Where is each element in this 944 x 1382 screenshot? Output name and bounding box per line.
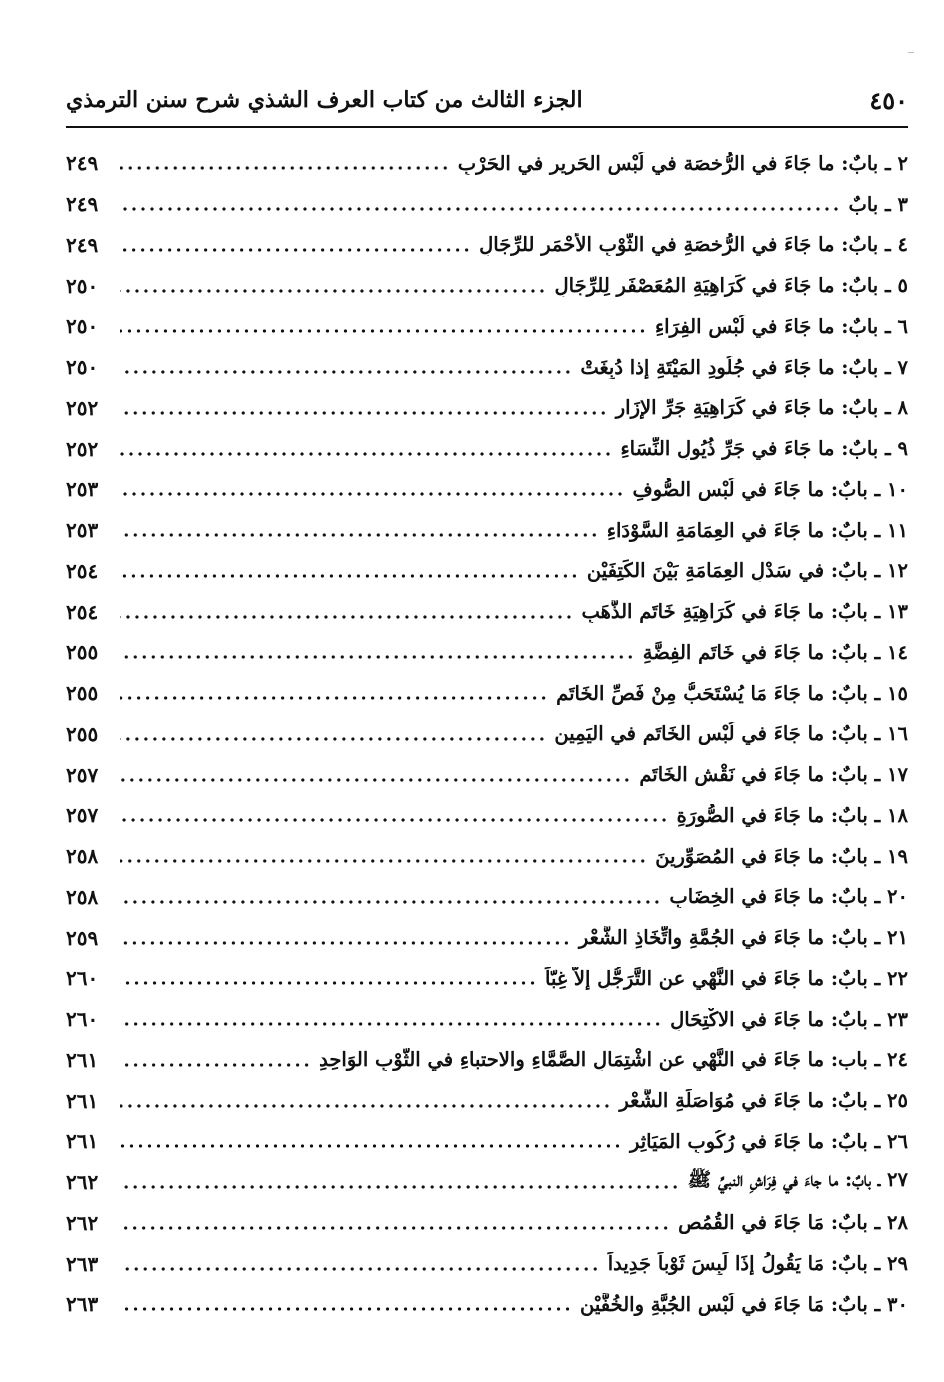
toc-entry: [66, 1284, 908, 1325]
toc-entry-page-number: ٢٦١: [66, 1047, 99, 1072]
toc-entry: [66, 1121, 908, 1162]
toc-entry: [66, 958, 908, 999]
dot-leader: [120, 1022, 662, 1026]
dot-leader: [120, 248, 471, 252]
dot-leader: [120, 778, 631, 782]
toc-entry: [66, 184, 908, 225]
toc-entry-page-number: ٢٦٠: [66, 966, 99, 991]
toc-entry: [66, 306, 908, 347]
toc-entry-title: ١٤ ـ بابٌ: ما جَاءَ في خَاتَمِ الفِضَّةِ: [642, 640, 908, 664]
toc-entry-title: ٧ ـ بابٌ: ما جَاءَ في جُلُودِ المَيْتَةِ إذا دُبِغَتْ: [580, 355, 908, 379]
toc-entry-title: ٦ ـ بابٌ: ما جَاءَ في لُبْسِ الفِرَاءِ: [654, 314, 908, 338]
toc-entry-title: ٥ ـ بابٌ: ما جَاءَ في كَرَاهِيَةِ المُعَصْفَرِ لِلرِّجَالِ: [554, 274, 908, 298]
dot-leader: [120, 574, 579, 578]
dot-leader: [120, 452, 613, 456]
toc-entry-page-number: ٢٥٣: [66, 477, 99, 502]
toc-entry: [66, 265, 908, 306]
table-of-contents: [66, 143, 908, 1325]
toc-entry: [66, 551, 908, 592]
header-rule: [66, 126, 908, 128]
toc-entry-page-number: ٢٦٣: [66, 1292, 99, 1317]
toc-entry-title: ٢٩ ـ بابٌ: مَا يَقُولُ إذَا لَبِسَ ثَوْباً جَدِيداً: [607, 1252, 908, 1276]
dot-leader: [120, 1307, 572, 1311]
toc-entry-page-number: ٢٥٩: [66, 925, 99, 950]
toc-entry: [66, 143, 908, 184]
dot-leader: [120, 329, 647, 333]
dot-leader: [120, 615, 573, 619]
toc-entry-page-number: ٢٤٩: [66, 232, 99, 257]
toc-entry: [66, 754, 908, 795]
dot-leader: [120, 941, 571, 945]
dot-leader: [120, 207, 840, 211]
toc-entry-page-number: ٢٥٠: [66, 355, 99, 380]
toc-entry: [66, 388, 908, 429]
dot-leader: [120, 1063, 311, 1067]
toc-entry-title: ١٢ ـ بابٌ: في سَدْلِ العِمَامَةِ بَيْنَ الكَتِفَيْنِ: [586, 559, 908, 583]
scan-mark: [908, 52, 914, 53]
toc-entry-page-number: ٢٥٢: [66, 395, 99, 420]
toc-entry-page-number: ٢٥٤: [66, 558, 99, 583]
dot-leader: [120, 655, 635, 659]
toc-entry-title: ٢٠ ـ بابٌ: ما جَاءَ في الخِضَابِ: [669, 885, 908, 909]
toc-entry-page-number: ٢٤٩: [66, 151, 99, 176]
dot-leader: [120, 1185, 680, 1189]
toc-entry-page-number: ٢٦٣: [66, 1251, 99, 1276]
toc-entry-title: ١٠ ـ بابٌ: ما جَاءَ في لُبْسِ الصُّوفِ: [632, 477, 908, 501]
toc-entry-title: ١٣ ـ بابٌ: ما جَاءَ في كَرَاهِيَةِ خَاتَمِ الذَّهَبِ: [581, 600, 908, 624]
toc-entry: [66, 469, 908, 510]
toc-entry-title: ٢٢ ـ بابٌ: ما جَاءَ في النَّهْيِ عن التَّرَجُّلِ إلاَّ غِبّاً: [545, 966, 908, 990]
toc-entry-page-number: ٢٤٩: [66, 192, 99, 217]
toc-entry-page-number: ٢٥٨: [66, 884, 99, 909]
toc-entry-title: ١١ ـ بابٌ: ما جَاءَ في العِمَامَةِ السَّوْدَاءِ: [606, 518, 908, 542]
toc-entry-page-number: ٢٥٨: [66, 844, 99, 869]
toc-entry-page-number: ٢٥٠: [66, 314, 99, 339]
toc-entry-title: ١٧ ـ بابٌ: ما جَاءَ في نَقْشِ الخَاتَمِ: [639, 763, 908, 787]
toc-entry: [66, 836, 908, 877]
toc-entry-title: ٣ ـ بابٌ: [848, 192, 908, 216]
dot-leader: [120, 166, 450, 170]
toc-entry: [66, 428, 908, 469]
toc-entry-page-number: ٢٦٢: [66, 1210, 99, 1235]
dot-leader: [120, 900, 661, 904]
toc-entry-title: ١٦ ـ بابٌ: ما جَاءَ في لُبْسِ الخَاتَمِ في اليَمِينِ: [554, 722, 908, 746]
toc-entry-title: ٢٦ ـ بابٌ: ما جَاءَ في رُكُوبِ المَيَاثِرِ: [629, 1129, 908, 1153]
toc-entry: [66, 1040, 908, 1081]
dot-leader: [120, 1226, 670, 1230]
toc-entry: [66, 714, 908, 755]
toc-entry-title: ٢٥ ـ بابٌ: ما جَاءَ في مُوَاصَلَةِ الشَّعْرِ: [619, 1089, 908, 1113]
toc-entry-page-number: ٢٦١: [66, 1088, 99, 1113]
toc-entry: [66, 632, 908, 673]
toc-entry-page-number: ٢٦٢: [66, 1170, 99, 1195]
toc-entry: [66, 917, 908, 958]
toc-entry-page-number: ٢٥٥: [66, 721, 99, 746]
toc-entry-page-number: ٢٥٥: [66, 681, 99, 706]
toc-entry-page-number: ٢٦٠: [66, 1007, 99, 1032]
toc-entry: [66, 1080, 908, 1121]
toc-entry: [66, 1243, 908, 1284]
dot-leader: [120, 818, 669, 822]
toc-entry-title: ٢٣ ـ بابٌ: ما جَاءَ في الاكْتِحَالِ: [670, 1007, 908, 1031]
toc-entry: [66, 673, 908, 714]
toc-entry-page-number: ٢٥٧: [66, 803, 99, 828]
dot-leader: [120, 981, 537, 985]
toc-entry: [66, 225, 908, 266]
toc-entry-page-number: ٢٥٥: [66, 640, 99, 665]
page-number: ٤٥٠: [869, 85, 908, 115]
toc-entry-page-number: ٢٥٣: [66, 518, 99, 543]
toc-entry-title: ١٨ ـ بابٌ: ما جَاءَ في الصُّورَةِ: [676, 803, 908, 827]
toc-entry-title: ٢١ ـ بابٌ: ما جَاءَ في الجُمَّةِ واتِّخَاذِ الشَّعْرِ: [578, 926, 908, 950]
dot-leader: [120, 1267, 600, 1271]
dot-leader: [120, 411, 608, 415]
toc-entry: [66, 1162, 908, 1203]
toc-entry: [66, 1203, 908, 1244]
toc-entry: [66, 795, 908, 836]
dot-leader: [120, 1104, 611, 1108]
toc-entry-title: ٤ ـ بابٌ: ما جَاءَ في الرُّخصَةِ في الثَّوْبِ الأَحْمَرِ للرِّجَالِ: [479, 233, 908, 257]
toc-entry-title: ٢٧ ـ بابٌ: ما جاءَ في فِرَاشِ النبيِّ ﷺ: [687, 1168, 908, 1192]
dot-leader: [120, 370, 572, 374]
toc-entry: [66, 591, 908, 632]
dot-leader: [120, 1144, 622, 1148]
toc-entry-title: ٨ ـ بابٌ: ما جَاءَ في كَرَاهِيَةِ جَرِّ الإزَارِ: [615, 396, 908, 420]
toc-entry: [66, 510, 908, 551]
toc-entry-page-number: ٢٥٢: [66, 436, 99, 461]
toc-entry-page-number: ٢٥٠: [66, 273, 99, 298]
toc-entry: [66, 999, 908, 1040]
toc-entry-title: ٢٨ ـ بابٌ: مَا جَاءَ في القُمُصِ: [678, 1211, 908, 1235]
dot-leader: [120, 492, 625, 496]
dot-leader: [120, 696, 548, 700]
dot-leader: [120, 533, 599, 537]
running-title: الجزء الثالث من كتاب العرف الشذي شرح سنن الترمذي: [66, 87, 583, 113]
toc-entry: [66, 347, 908, 388]
dot-leader: [120, 737, 546, 741]
dot-leader: [120, 859, 647, 863]
toc-entry-title: ٢ ـ بابٌ: ما جَاءَ في الرُّخصَة في لُبْسِ الحَرِيرِ في الحَرْبِ: [457, 151, 908, 175]
toc-entry: [66, 877, 908, 918]
toc-entry-page-number: ٢٥٧: [66, 762, 99, 787]
page-header: [66, 78, 908, 122]
toc-entry-title: ٣٠ ـ بابٌ: مَا جَاءَ في لُبْسِ الجُبَّةِ والخُفَّيْنِ: [580, 1292, 908, 1316]
toc-entry-title: ٩ ـ بابٌ: ما جَاءَ في جَرِّ ذُيُولِ النِّسَاءِ: [620, 437, 908, 461]
toc-entry-title: ٢٤ ـ باب: ما جَاءَ في النَّهْيِ عن اشْتِمَالِ الصَّمَّاءِ والاحتباءِ في الثَّوْبِ الوَاحِدِ: [319, 1048, 908, 1072]
toc-entry-title: ١٩ ـ بابٌ: ما جَاءَ في المُصَوِّرِينَ: [655, 844, 908, 868]
toc-entry-title: ١٥ ـ بابٌ: ما جَاءَ مَا يُسْتَحَبُّ مِنْ فَصِّ الخَاتَمِ: [556, 681, 908, 705]
toc-entry-page-number: ٢٥٤: [66, 599, 99, 624]
toc-entry-page-number: ٢٦١: [66, 1129, 99, 1154]
dot-leader: [120, 289, 546, 293]
